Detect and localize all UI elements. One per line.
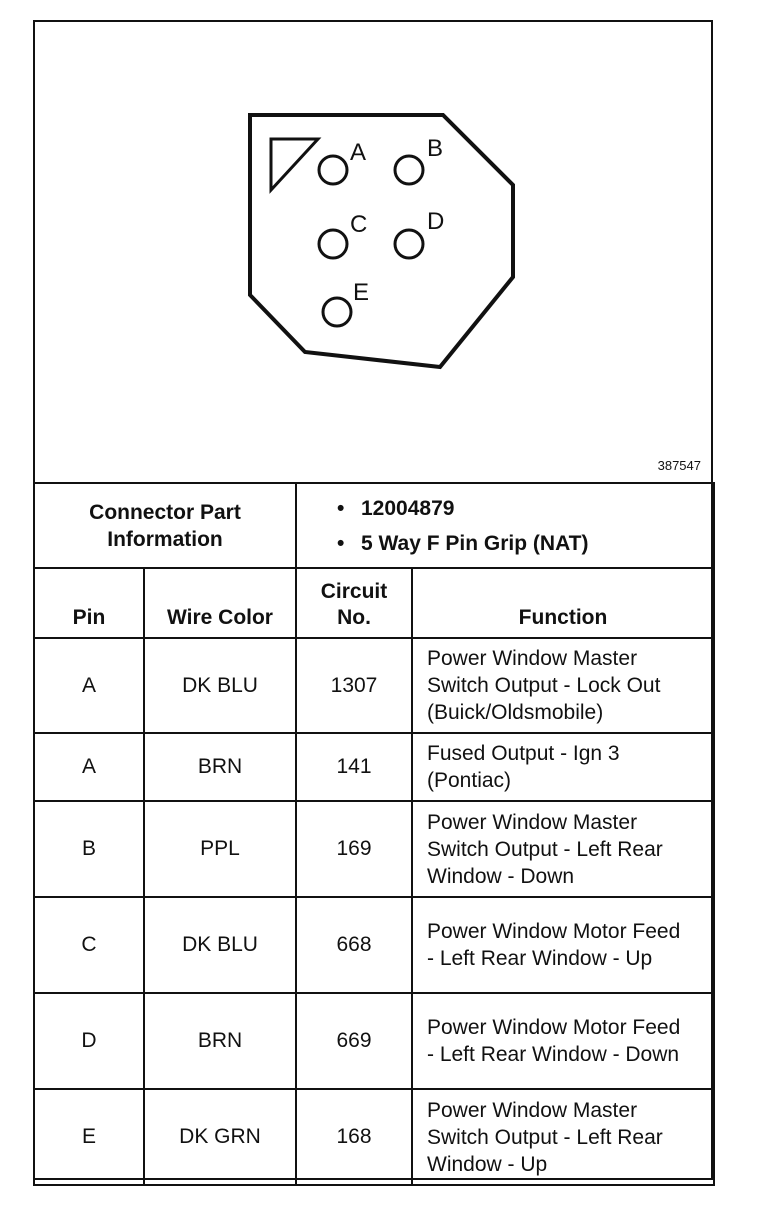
connector-info-label-text: Connector Part Information [89,500,241,551]
pin-label-a: A [350,139,367,166]
row-circuit: 668 [296,897,412,993]
table-row [34,897,714,993]
row-pin: D [34,993,144,1089]
pin-label-d: D [427,208,445,235]
table-row [34,733,714,801]
connector-diagram [35,22,711,482]
row-wire-color: DK BLU [144,897,296,993]
table-row [34,801,714,897]
row-pin: E [34,1089,144,1185]
row-wire-color: BRN [144,733,296,801]
row-function [412,897,714,993]
pin-one-indicator-triangle [271,139,318,190]
row-function-text: Power Window Motor Feed - Left Rear Window - Down [427,1016,681,1066]
table-row [34,993,714,1089]
figure-reference-number: 387547 [657,458,701,473]
pin-label-e: E [353,279,370,306]
part-number: • 12004879 [337,491,713,526]
connector-housing-outline [250,115,513,367]
header-pin: Pin [34,568,144,638]
connector-part-info [33,482,715,569]
row-function [412,1089,714,1185]
pin-cavity-a [319,156,347,184]
pin-label-c: C [350,211,368,238]
row-function-text: Fused Output - Ign 3 (Pontiac) [427,742,620,792]
row-function-text: Power Window Master Switch Output - Left Rear Window - Up [427,1098,663,1176]
row-pin: A [34,638,144,733]
row-function [412,801,714,897]
row-function [412,993,714,1089]
table-row [34,638,714,733]
pin-assignment-table [33,567,715,1186]
header-circuit-no-text: Circuit No. [320,580,388,629]
row-wire-color: DK GRN [144,1089,296,1185]
row-pin: B [34,801,144,897]
pin-cavity-c [319,230,347,258]
row-circuit: 1307 [296,638,412,733]
connector-info-label [34,483,296,568]
row-circuit: 669 [296,993,412,1089]
row-circuit: 141 [296,733,412,801]
row-function-text: Power Window Master Switch Output - Left Rear Window - Down [427,810,663,888]
connector-description: • 5 Way F Pin Grip (NAT) [337,526,713,561]
pin-label-b: B [427,135,444,162]
pin-cavity-d [395,230,423,258]
table-row [34,1089,714,1185]
pin-cavity-b [395,156,423,184]
row-function-text: Power Window Master Switch Output - Lock Out (Buick/Oldsmobile) [427,647,661,724]
header-function: Function [412,568,714,638]
row-wire-color: DK BLU [144,638,296,733]
header-wire-color: Wire Color [144,568,296,638]
row-circuit: 169 [296,801,412,897]
row-function [412,638,714,733]
row-wire-color: BRN [144,993,296,1089]
header-circuit-no [296,568,412,638]
connector-info-values [296,483,714,568]
row-pin: A [34,733,144,801]
row-function-text: Power Window Motor Feed - Left Rear Window - Up [427,920,681,970]
row-wire-color: PPL [144,801,296,897]
connector-face-drawing [35,22,711,482]
pin-cavity-e [323,298,351,326]
row-pin: C [34,897,144,993]
connector-sheet [33,20,713,1180]
row-circuit: 168 [296,1089,412,1185]
row-function [412,733,714,801]
